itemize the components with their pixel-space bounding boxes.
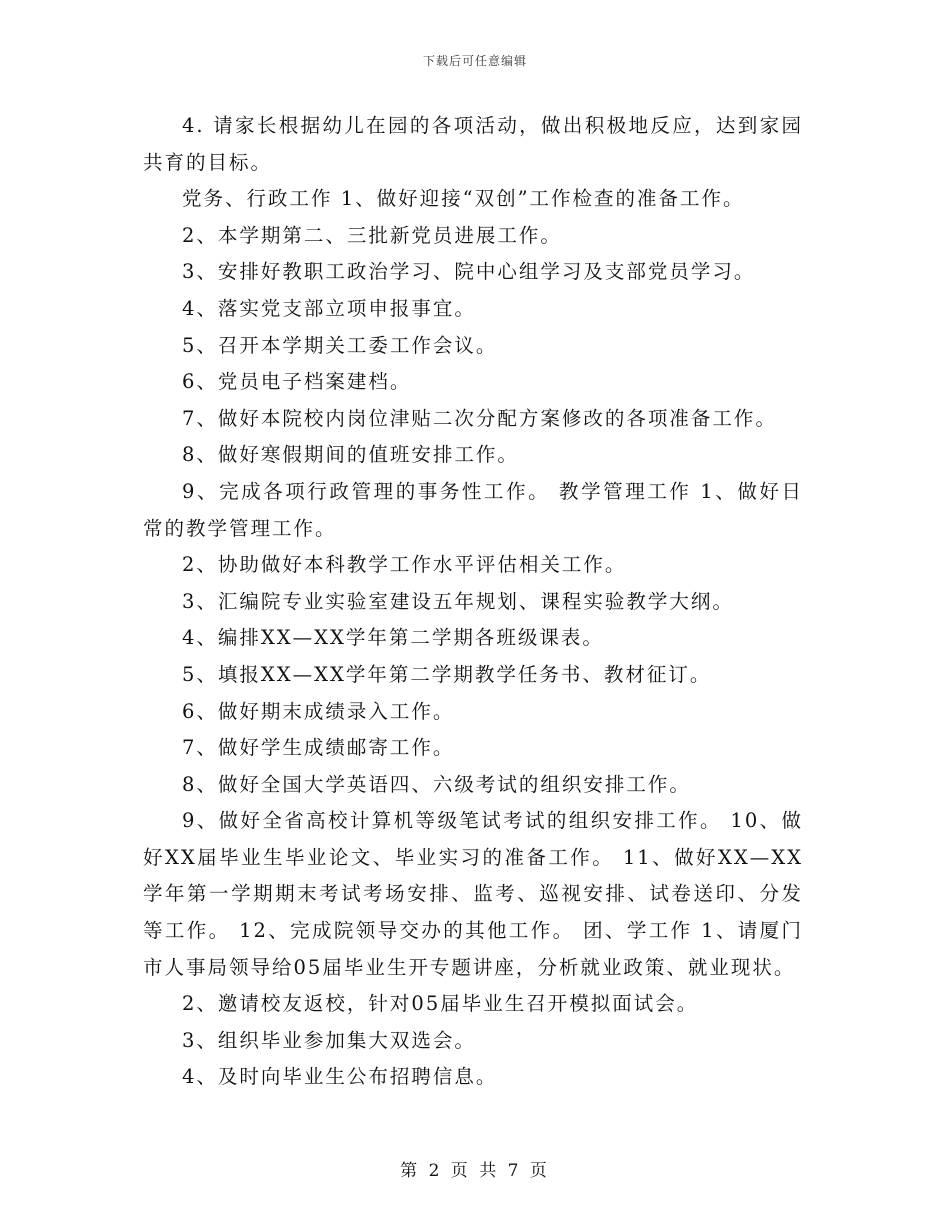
paragraph: 5、填报XX—XX学年第二学期教学任务书、教材征订。 [182,662,712,686]
paragraph: 党务、行政工作 1、做好迎接“双创”工作检查的准备工作。 [182,187,745,211]
paragraph: 5、召开本学期关工委工作会议。 [182,333,498,357]
paragraph: 7、做好学生成绩邮寄工作。 [182,736,455,760]
paragraph: 6、做好期末成绩录入工作。 [182,699,455,723]
paragraph: 3、汇编院专业实验室建设五年规划、课程实验教学大纲。 [182,589,734,613]
paragraph: 4、编排XX—XX学年第二学期各班级课表。 [182,626,604,650]
paragraph: 9、做好全省高校计算机等级笔试考试的组织安排工作。 10、做好XX届毕业生毕业论文、毕业实习的准备工作。 11、做好XX—XX学年第一学期期末考试考场安排、监考、巡视安排、试卷送印、分发等工作。 12、完成院领导交办的其他工作。 团、学工作 1、请厦门市人事局领导给05届毕业生开专题讲座，分析就业政策、就业现状。 [143,809,803,979]
paragraph: 8、做好全国大学英语四、六级考试的组织安排工作。 [182,772,691,796]
paragraph: 2、协助做好本科教学工作水平评估相关工作。 [182,553,627,577]
header-note: 下载后可任意编辑 [422,54,527,68]
paragraph: 4、及时向毕业生公布招聘信息。 [182,1065,498,1089]
paragraph: 8、做好寒假期间的值班安排工作。 [182,443,519,467]
page-number-footer: 第 2 页 共 7 页 [400,1161,550,1181]
paragraph: 6、党员电子档案建档。 [182,370,412,394]
paragraph: 9、完成各项行政管理的事务性工作。 教学管理工作 1、做好日常的教学管理工作。 [143,479,803,540]
paragraph: 4. 请家长根据幼儿在园的各项活动，做出积极地反应，达到家园共育的目标。 [143,114,803,174]
paragraph: 3、组织毕业参加集大双选会。 [182,1028,476,1052]
paragraph: 7、做好本院校内岗位津贴二次分配方案修改的各项准备工作。 [182,406,777,430]
paragraph: 2、邀请校友返校，针对05届毕业生召开模拟面试会。 [182,992,699,1016]
paragraph: 4、落实党支部立项申报事宜。 [182,296,476,320]
paragraph: 2、本学期第二、三批新党员进展工作。 [182,223,562,247]
document-body [143,108,803,1096]
paragraph: 3、安排好教职工政治学习、院中心组学习及支部党员学习。 [182,260,756,284]
